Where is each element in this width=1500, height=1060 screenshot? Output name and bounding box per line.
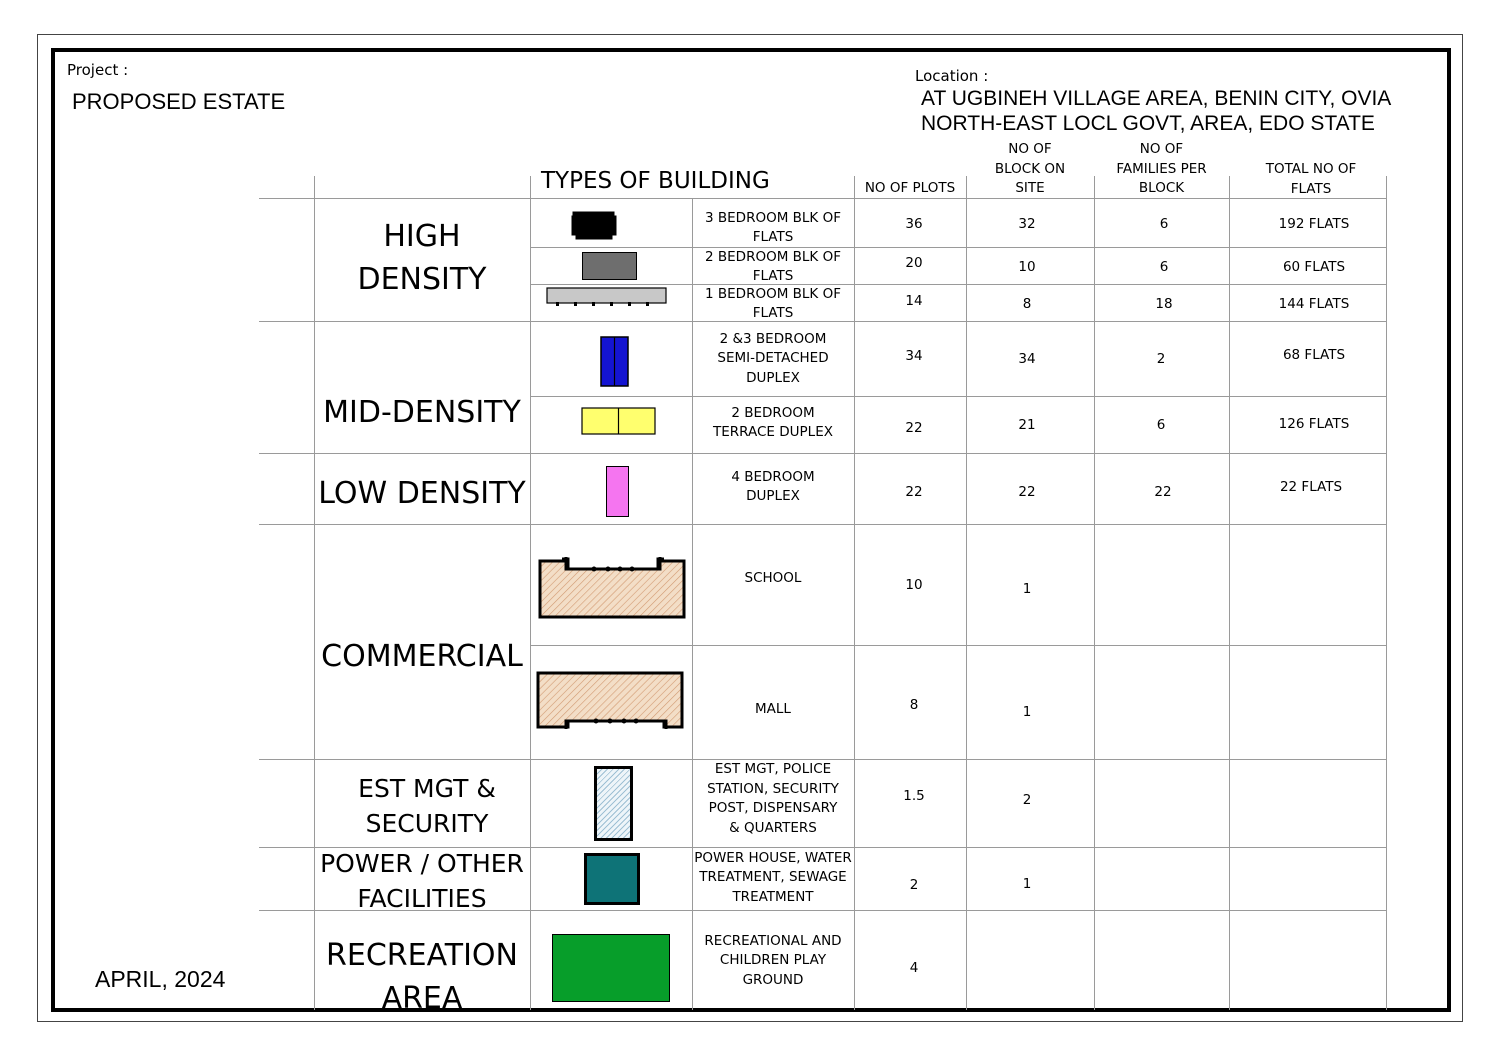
cell-plots: 4	[909, 960, 919, 976]
issue-date: APRIL, 2024	[95, 966, 226, 992]
cell-blocks: 2	[1022, 792, 1032, 808]
row-desc: SCHOOL	[744, 570, 802, 587]
symbol-1-bedroom-block	[546, 287, 668, 309]
cell-blocks: 22	[1018, 484, 1036, 500]
cell-families: 2	[1156, 351, 1166, 367]
symbol-4-bedroom-duplex	[606, 466, 629, 517]
cell-total-flats: 60 FLATS	[1282, 259, 1346, 275]
category-commercial: COMMERCIAL	[321, 638, 523, 674]
cell-blocks: 21	[1018, 417, 1036, 433]
cell-families: 22	[1154, 484, 1172, 500]
cell-plots: 10	[905, 577, 923, 593]
cell-plots: 22	[905, 484, 923, 500]
location-label: Location :	[915, 67, 989, 85]
symbol-3-bedroom-block	[570, 211, 618, 241]
row-desc: MALL	[755, 701, 791, 718]
cell-plots: 14	[905, 293, 923, 309]
symbol-power-house	[584, 853, 640, 905]
row-desc: 2 &3 BEDROOM SEMI-DETACHED DUPLEX	[717, 330, 829, 386]
symbol-school	[538, 555, 688, 619]
symbol-estate-management	[594, 766, 633, 841]
cell-blocks: 1	[1022, 876, 1032, 892]
category-recreation: RECREATION AREA	[326, 938, 518, 1016]
row-desc: 1 BEDROOM BLK OF FLATS	[705, 285, 841, 321]
category-low-density: LOW DENSITY	[318, 475, 526, 511]
row-desc: POWER HOUSE, WATER TREATMENT, SEWAGE TREATMENT	[694, 849, 852, 905]
cell-blocks: 8	[1022, 296, 1032, 312]
category-estate-management: EST MGT & SECURITY	[358, 774, 496, 838]
cell-total-flats: 144 FLATS	[1278, 296, 1350, 312]
cell-blocks: 1	[1022, 581, 1032, 597]
cell-plots: 34	[905, 348, 923, 364]
symbol-2-bedroom-block	[582, 252, 637, 280]
symbol-mall	[536, 671, 686, 733]
header-families-per-block: NO OF FAMILIES PER BLOCK	[1116, 141, 1207, 196]
category-mid-density: MID-DENSITY	[323, 394, 521, 430]
cell-blocks: 1	[1022, 704, 1032, 720]
cell-families: 6	[1159, 259, 1169, 275]
header-blocks-on-site: NO OF BLOCK ON SITE	[994, 141, 1066, 196]
row-desc: 3 BEDROOM BLK OF FLATS	[705, 209, 841, 245]
cell-plots: 1.5	[903, 788, 925, 804]
cell-plots: 20	[905, 255, 923, 271]
cell-total-flats: 68 FLATS	[1282, 347, 1346, 363]
row-desc: EST MGT, POLICE STATION, SECURITY POST, DISPENSARY & QUARTERS	[707, 761, 839, 836]
header-no-of-plots: NO OF PLOTS	[864, 180, 956, 196]
cell-plots: 36	[905, 216, 923, 232]
cell-plots: 22	[905, 420, 923, 436]
row-desc: 2 BEDROOM BLK OF FLATS	[705, 248, 841, 284]
row-desc: 4 BEDROOM DUPLEX	[731, 468, 815, 504]
cell-plots: 8	[909, 697, 919, 713]
category-power-facilities: POWER / OTHER FACILITIES	[320, 849, 524, 913]
cell-blocks: 34	[1018, 351, 1036, 367]
cell-total-flats: 192 FLATS	[1278, 216, 1350, 232]
category-high-density: HIGH DENSITY	[357, 219, 487, 297]
cell-families: 6	[1159, 216, 1169, 232]
location-line-2: NORTH-EAST LOCL GOVT, AREA, EDO STATE	[921, 112, 1375, 135]
cell-total-flats: 126 FLATS	[1278, 416, 1350, 432]
symbol-semi-detached-duplex	[600, 336, 630, 388]
project-name: PROPOSED ESTATE	[72, 89, 286, 114]
cell-blocks: 32	[1018, 216, 1036, 232]
row-desc: 2 BEDROOM TERRACE DUPLEX	[713, 404, 833, 440]
row-desc: RECREATIONAL AND CHILDREN PLAY GROUND	[704, 932, 842, 988]
location-line-1: AT UGBINEH VILLAGE AREA, BENIN CITY, OVIA	[921, 87, 1392, 110]
cell-total-flats: 22 FLATS	[1279, 479, 1343, 495]
header-types-of-building: TYPES OF BUILDING	[541, 168, 770, 194]
cell-blocks: 10	[1018, 259, 1036, 275]
cell-families: 6	[1156, 417, 1166, 433]
cell-families: 18	[1155, 296, 1173, 312]
symbol-recreation-area	[552, 934, 670, 1002]
project-label: Project :	[67, 61, 129, 79]
header-total-flats: TOTAL NO OF FLATS	[1265, 161, 1357, 197]
cell-plots: 2	[909, 877, 919, 893]
symbol-terrace-duplex	[581, 407, 657, 436]
